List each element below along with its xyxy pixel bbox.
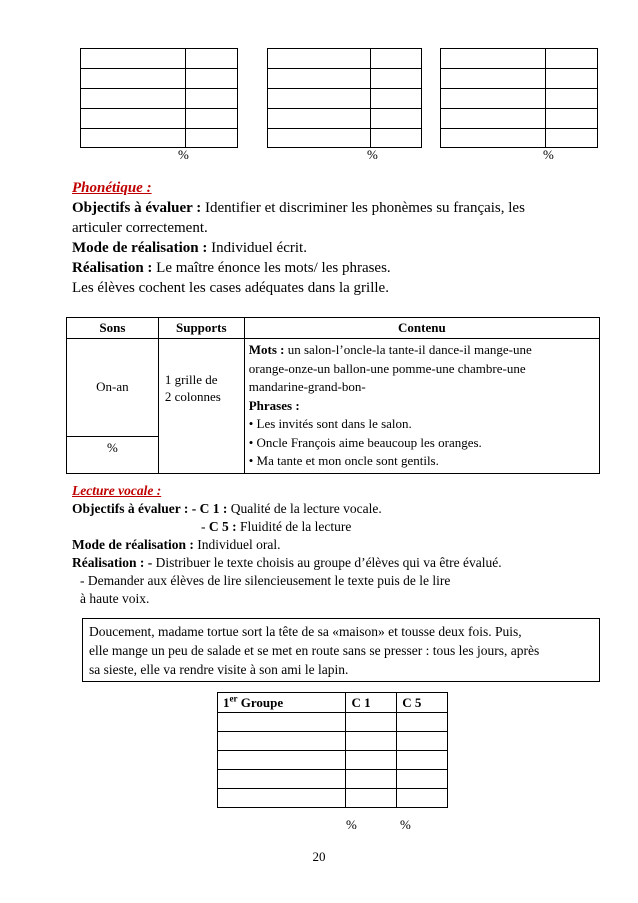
passage-line-3: sa sieste, elle va rendre visite à son ami le lapin. (89, 662, 349, 677)
header-sons: Sons (67, 318, 159, 339)
passage-line-1: Doucement, madame tortue sort la tête de sa «maison» et tousse deux fois. Puis, (89, 624, 522, 639)
lecture-realisation (72, 555, 502, 571)
lecture-step2-continued: à haute voix. (80, 591, 150, 606)
lecture-c5-text: Fluidité de la lecture (236, 519, 352, 534)
top-grid-1-percent: % (178, 147, 189, 162)
phonetique-title: Phonétique : (72, 180, 152, 196)
group-header-sup: er (229, 693, 238, 704)
group-header-c5: C 5 (397, 693, 448, 713)
lecture-step2: - Demander aux élèves de lire silencieusement le texte puis de le lire (80, 573, 451, 588)
group-header-c1: C 1 (346, 693, 397, 713)
phonetique-mode-label: Mode de réalisation : (72, 240, 208, 256)
passage-line-2: elle mange un peu de salade et se met en route sans se presser : tous les jours, après (89, 643, 540, 658)
phonetique-mode-text: Individuel écrit. (207, 240, 307, 256)
group-c5-percent: % (400, 817, 411, 832)
phonetique-table (66, 317, 600, 474)
phonetique-objectifs-continued: articuler correctement. (72, 220, 208, 236)
lecture-c5-label: C 5 : (208, 519, 237, 534)
mots-label: Mots : (248, 342, 285, 357)
phrase-1: • Les invités sont dans le salon. (248, 416, 412, 431)
cell-sons-percent: % (67, 436, 159, 473)
phrases-label: Phrases : (248, 397, 300, 413)
top-grid-2-percent: % (367, 147, 378, 162)
supports-line1: 1 grille de (164, 371, 218, 387)
cell-sons: On-an (67, 339, 159, 437)
phonetique-objectifs (72, 200, 525, 217)
phonetique-realisation-label: Réalisation : (72, 260, 153, 276)
lecture-objectifs-text: Qualité de la lecture vocale. (227, 501, 382, 516)
lecture-title: Lecture vocale : (72, 483, 162, 498)
lecture-c5 (201, 519, 351, 535)
top-grid-1 (80, 48, 238, 148)
supports-line2: 2 colonnes (164, 388, 221, 404)
group-header (218, 693, 346, 713)
header-supports: Supports (158, 318, 244, 339)
mots-text2: orange-onze-un ballon-une pomme-une chambre-une (248, 360, 526, 376)
group-header-rest: Groupe (237, 695, 284, 711)
phrase-2: • Oncle François aime beaucoup les oranges. (248, 434, 482, 450)
phonetique-realisation-text: Le maître énonce les mots/ les phrases. (152, 260, 391, 276)
phonetique-objectifs-label: Objectifs à évaluer : (72, 200, 202, 216)
lecture-realisation-text: Distribuer le texte choisis au groupe d’élèves qui va être évalué. (152, 555, 502, 570)
group-table (217, 692, 448, 808)
lecture-objectifs (72, 501, 382, 517)
lecture-c5-prefix: - (201, 519, 209, 534)
top-grid-3-percent: % (543, 147, 554, 162)
top-grid-2 (267, 48, 422, 148)
phrase-3: • Ma tante et mon oncle sont gentils. (248, 453, 439, 468)
lecture-mode-label: Mode de réalisation : (72, 537, 194, 552)
lecture-realisation-label: Réalisation : - (72, 555, 153, 570)
lecture-objectifs-label: Objectifs à évaluer : - C 1 : (72, 501, 228, 516)
reading-passage-box (82, 618, 600, 682)
phonetique-realisation (72, 260, 391, 277)
cell-supports (158, 339, 244, 474)
cell-contenu (244, 339, 599, 474)
top-grid-3 (440, 48, 598, 148)
phonetique-instructions: Les élèves cochent les cases adéquates dans la grille. (72, 280, 389, 296)
lecture-mode-text: Individuel oral. (193, 537, 281, 552)
phonetique-objectifs-text: Identifier et discriminer les phonèmes su français, les (201, 200, 525, 216)
group-header-num: 1 (223, 695, 230, 711)
header-contenu: Contenu (244, 318, 599, 339)
mots-text3: mandarine-grand-bon- (248, 379, 366, 394)
mots-text1: un salon-l’oncle-la tante-il dance-il mange-une (284, 342, 532, 357)
group-c1-percent: % (346, 817, 357, 832)
phonetique-mode (72, 240, 307, 257)
page-number: 20 (312, 849, 326, 864)
lecture-mode (72, 537, 280, 553)
